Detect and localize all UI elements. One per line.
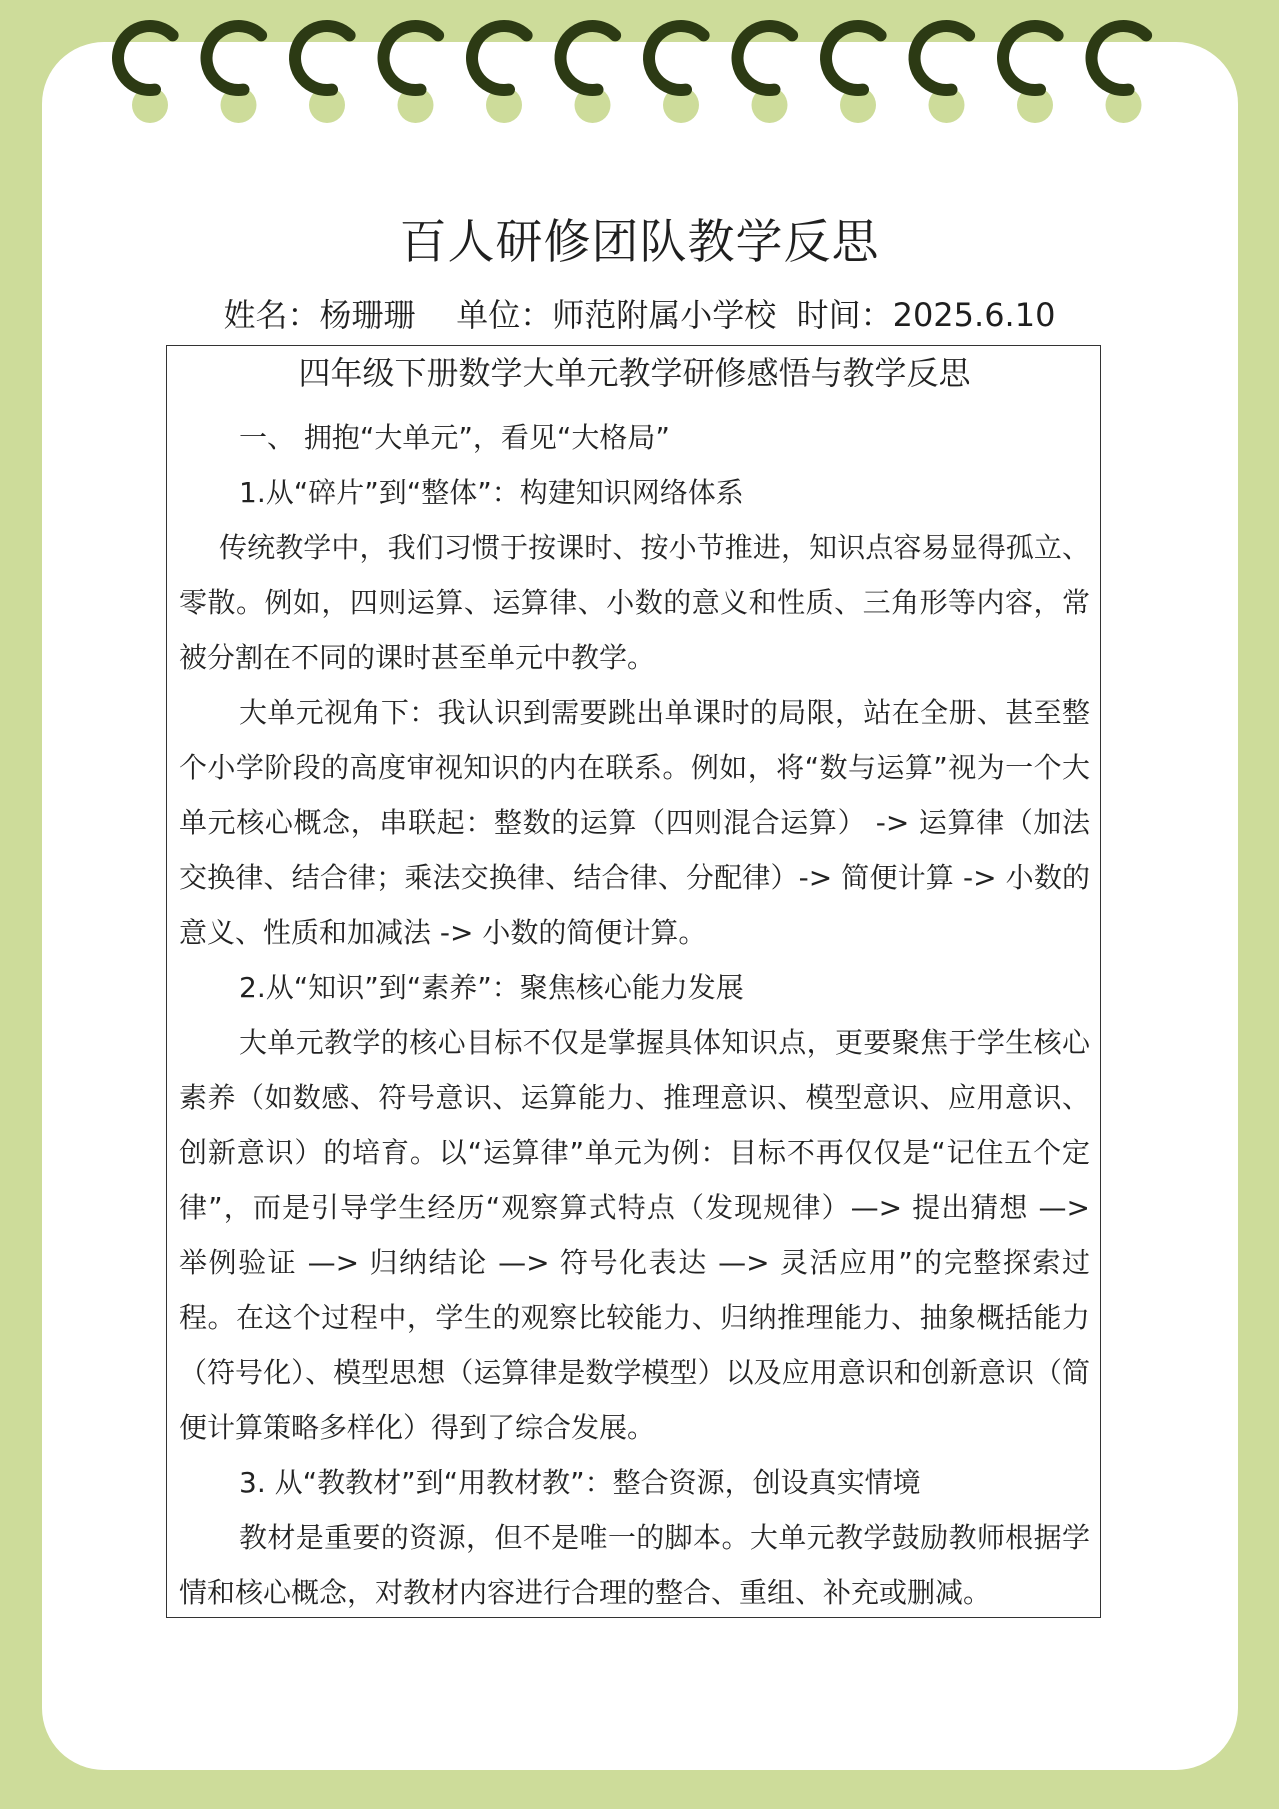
paragraph-traditional-teaching: 传统教学中，我们习惯于按课时、按小节推进，知识点容易显得孤立、零散。例如，四则运算、运算律、小数的意义和性质、三角形等内容，常被分割在不同的课时甚至单元中教学。 bbox=[179, 531, 1090, 674]
section-heading-1: 一、 拥抱“大单元”，看见“大格局” bbox=[239, 421, 670, 454]
page-title: 百人研修团队教学反思 bbox=[399, 215, 880, 270]
subheading-2: 2.从“知识”到“素养”：聚焦核心能力发展 bbox=[239, 971, 744, 1004]
author-info-line: 姓名：杨珊珊 单位：师范附属小学校 时间：2025.6.10 bbox=[223, 296, 1056, 334]
reflection-heading: 四年级下册数学大单元教学研修感悟与教学反思 bbox=[298, 354, 971, 392]
subheading-3: 3. 从“教教材”到“用教材教”：整合资源，创设真实情境 bbox=[239, 1466, 921, 1499]
paragraph-core-literacy: 大单元教学的核心目标不仅是掌握具体知识点，更要聚焦于学生核心素养（如数感、符号意识、运算能力、推理意识、模型意识、应用意识、创新意识）的培育。以“运算律”单元为例：目标不再仅仅是“记住五个定律”，而是引导学生经历“观察算式特点（发现规律）—> 提出猜想 —> 举例验证 —> 归纳结论 —> 符号化表达 —> 灵活应用”的完整探索过程。在这个过程中，学生的观察比较能力、归纳推理能力、抽象概括能力（符号化）、模型思想（运算律是数学模型）以及应用意识和创新意识（简便计算策略多样化）得到了综合发展。 bbox=[179, 1026, 1090, 1444]
paragraph-big-unit-view: 大单元视角下：我认识到需要跳出单课时的局限，站在全册、甚至整个小学阶段的高度审视知识的内在联系。例如，将“数与运算”视为一个大单元核心概念，串联起：整数的运算（四则混合运算） -> 运算律（加法交换律、结合律；乘法交换律、结合律、分配律）-> 简便计算 -> 小数的意义、性质和加减法 -> 小数的简便计算。 bbox=[179, 696, 1090, 949]
paragraph-textbook-use: 教材是重要的资源，但不是唯一的脚本。大单元教学鼓励教师根据学情和核心概念，对教材内容进行合理的整合、重组、补充或删减。 bbox=[179, 1521, 1090, 1609]
subheading-1: 1.从“碎片”到“整体”：构建知识网络体系 bbox=[239, 476, 744, 509]
reflection-content-box bbox=[166, 345, 1101, 1618]
